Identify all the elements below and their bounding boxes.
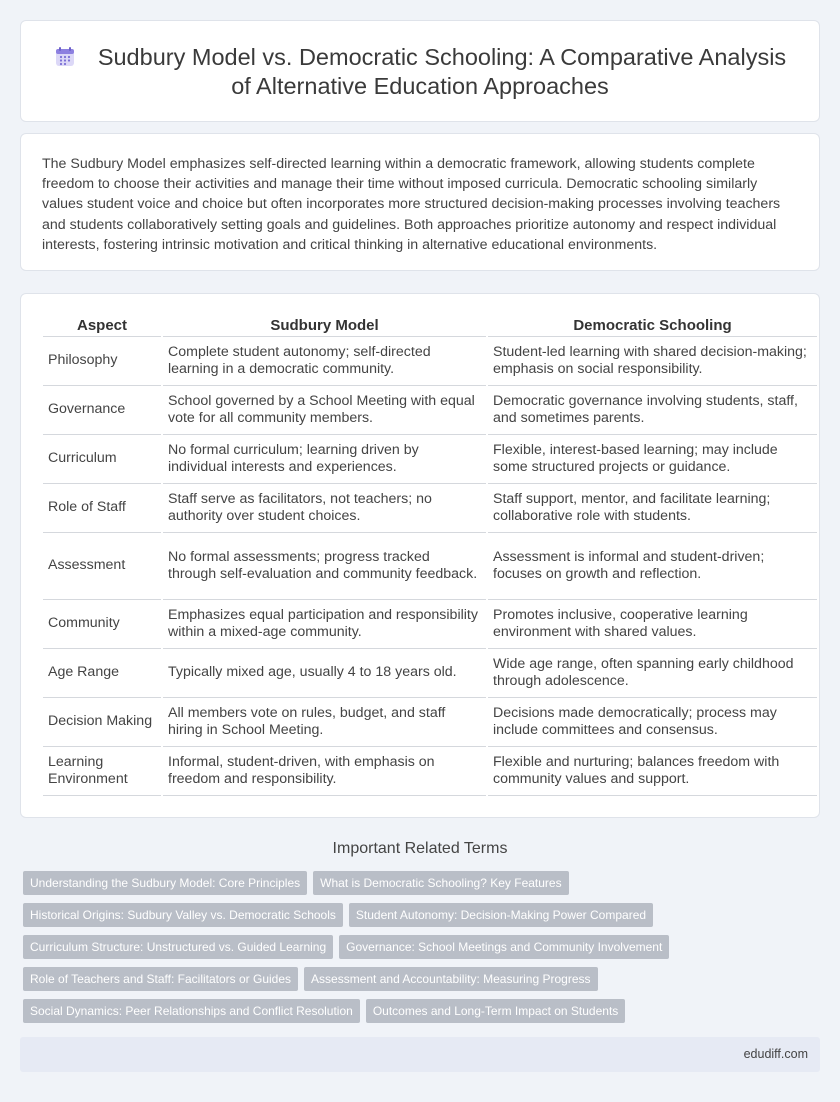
democratic-cell: Flexible, interest-based learning; may include some structured projects or guidance. — [488, 435, 817, 484]
table-row — [43, 435, 817, 484]
table-row — [43, 337, 817, 386]
democratic-cell: Staff support, mentor, and facilitate learning; collaborative role with students. — [488, 484, 817, 533]
table-row — [43, 698, 817, 747]
related-term-tag[interactable]: Assessment and Accountability: Measuring Progress — [304, 967, 597, 991]
aspect-cell: Age Range — [43, 649, 161, 698]
sudbury-cell: Staff serve as facilitators, not teachers; no authority over student choices. — [163, 484, 486, 533]
header-aspect: Aspect — [43, 316, 161, 337]
table-row — [43, 386, 817, 435]
calendar-icon — [54, 46, 76, 68]
aspect-cell: Role of Staff — [43, 484, 161, 533]
table-header-row — [43, 316, 817, 337]
democratic-cell: Democratic governance involving students, staff, and sometimes parents. — [488, 386, 817, 435]
sudbury-cell: No formal assessments; progress tracked through self-evaluation and community feedback. — [163, 533, 486, 600]
header-sudbury: Sudbury Model — [163, 316, 486, 337]
related-term-tag[interactable]: Understanding the Sudbury Model: Core Principles — [23, 871, 307, 895]
democratic-cell: Decisions made democratically; process may include committees and consensus. — [488, 698, 817, 747]
table-row — [43, 747, 817, 796]
table-row — [43, 600, 817, 649]
header-democratic: Democratic Schooling — [488, 316, 817, 337]
related-term-tag[interactable]: Outcomes and Long-Term Impact on Students — [366, 999, 625, 1023]
democratic-cell: Flexible and nurturing; balances freedom with community values and support. — [488, 747, 817, 796]
democratic-cell: Student-led learning with shared decision-making; emphasis on social responsibility. — [488, 337, 817, 386]
related-term-tag[interactable]: Curriculum Structure: Unstructured vs. Guided Learning — [23, 935, 333, 959]
aspect-cell: Curriculum — [43, 435, 161, 484]
democratic-cell: Wide age range, often spanning early childhood through adolescence. — [488, 649, 817, 698]
related-term-tag[interactable]: Role of Teachers and Staff: Facilitators or Guides — [23, 967, 298, 991]
aspect-cell: Governance — [43, 386, 161, 435]
sudbury-cell: Informal, student-driven, with emphasis on freedom and responsibility. — [163, 747, 486, 796]
footer-site-link[interactable]: edudiff.com — [743, 1047, 808, 1061]
sudbury-cell: All members vote on rules, budget, and staff hiring in School Meeting. — [163, 698, 486, 747]
intro-paragraph: The Sudbury Model emphasizes self-directed learning within a democratic framework, allowing students complete freedom to choose their activities and manage their time without imposed curricula. Democratic schooling similarly values student voice and choice but often incorporates more structured decision-making processes involving teachers and students collaboratively setting goals and guidelines. Both approaches prioritize autonomy and respect individual interests, fostering intrinsic motivation and critical thinking in alternative educational environments. — [42, 156, 781, 253]
related-term-tag[interactable]: Social Dynamics: Peer Relationships and Conflict Resolution — [23, 999, 360, 1023]
intro-card — [20, 133, 820, 271]
sudbury-cell: Emphasizes equal participation and responsibility within a mixed-age community. — [163, 600, 486, 649]
comparison-table-card — [20, 293, 820, 818]
related-term-tag[interactable]: Student Autonomy: Decision-Making Power Compared — [349, 903, 653, 927]
related-term-tag[interactable]: Historical Origins: Sudbury Valley vs. Democratic Schools — [23, 903, 343, 927]
comparison-table — [41, 316, 819, 796]
sudbury-cell: Typically mixed age, usually 4 to 18 years old. — [163, 649, 486, 698]
democratic-cell: Promotes inclusive, cooperative learning environment with shared values. — [488, 600, 817, 649]
related-term-tag[interactable]: Governance: School Meetings and Community Involvement — [339, 935, 669, 959]
related-term-tag[interactable]: What is Democratic Schooling? Key Features — [313, 871, 568, 895]
footer — [20, 1037, 820, 1072]
related-terms-heading: Important Related Terms — [332, 840, 508, 857]
democratic-cell: Assessment is informal and student-driven; focuses on growth and reflection. — [488, 533, 817, 600]
sudbury-cell: School governed by a School Meeting with equal vote for all community members. — [163, 386, 486, 435]
sudbury-cell: No formal curriculum; learning driven by individual interests and experiences. — [163, 435, 486, 484]
aspect-cell: Assessment — [43, 533, 161, 600]
sudbury-cell: Complete student autonomy; self-directed learning in a democratic community. — [163, 337, 486, 386]
table-row — [43, 484, 817, 533]
aspect-cell: Learning Environment — [43, 747, 161, 796]
aspect-cell: Decision Making — [43, 698, 161, 747]
related-terms-list — [23, 871, 743, 1031]
header-card — [20, 20, 820, 122]
table-row — [43, 533, 817, 600]
aspect-cell: Philosophy — [43, 337, 161, 386]
aspect-cell: Community — [43, 600, 161, 649]
page-title: Sudbury Model vs. Democratic Schooling: A Comparative Analysis of Alternative Education Approaches — [97, 44, 787, 99]
table-row — [43, 649, 817, 698]
page-title-wrap — [21, 43, 819, 101]
